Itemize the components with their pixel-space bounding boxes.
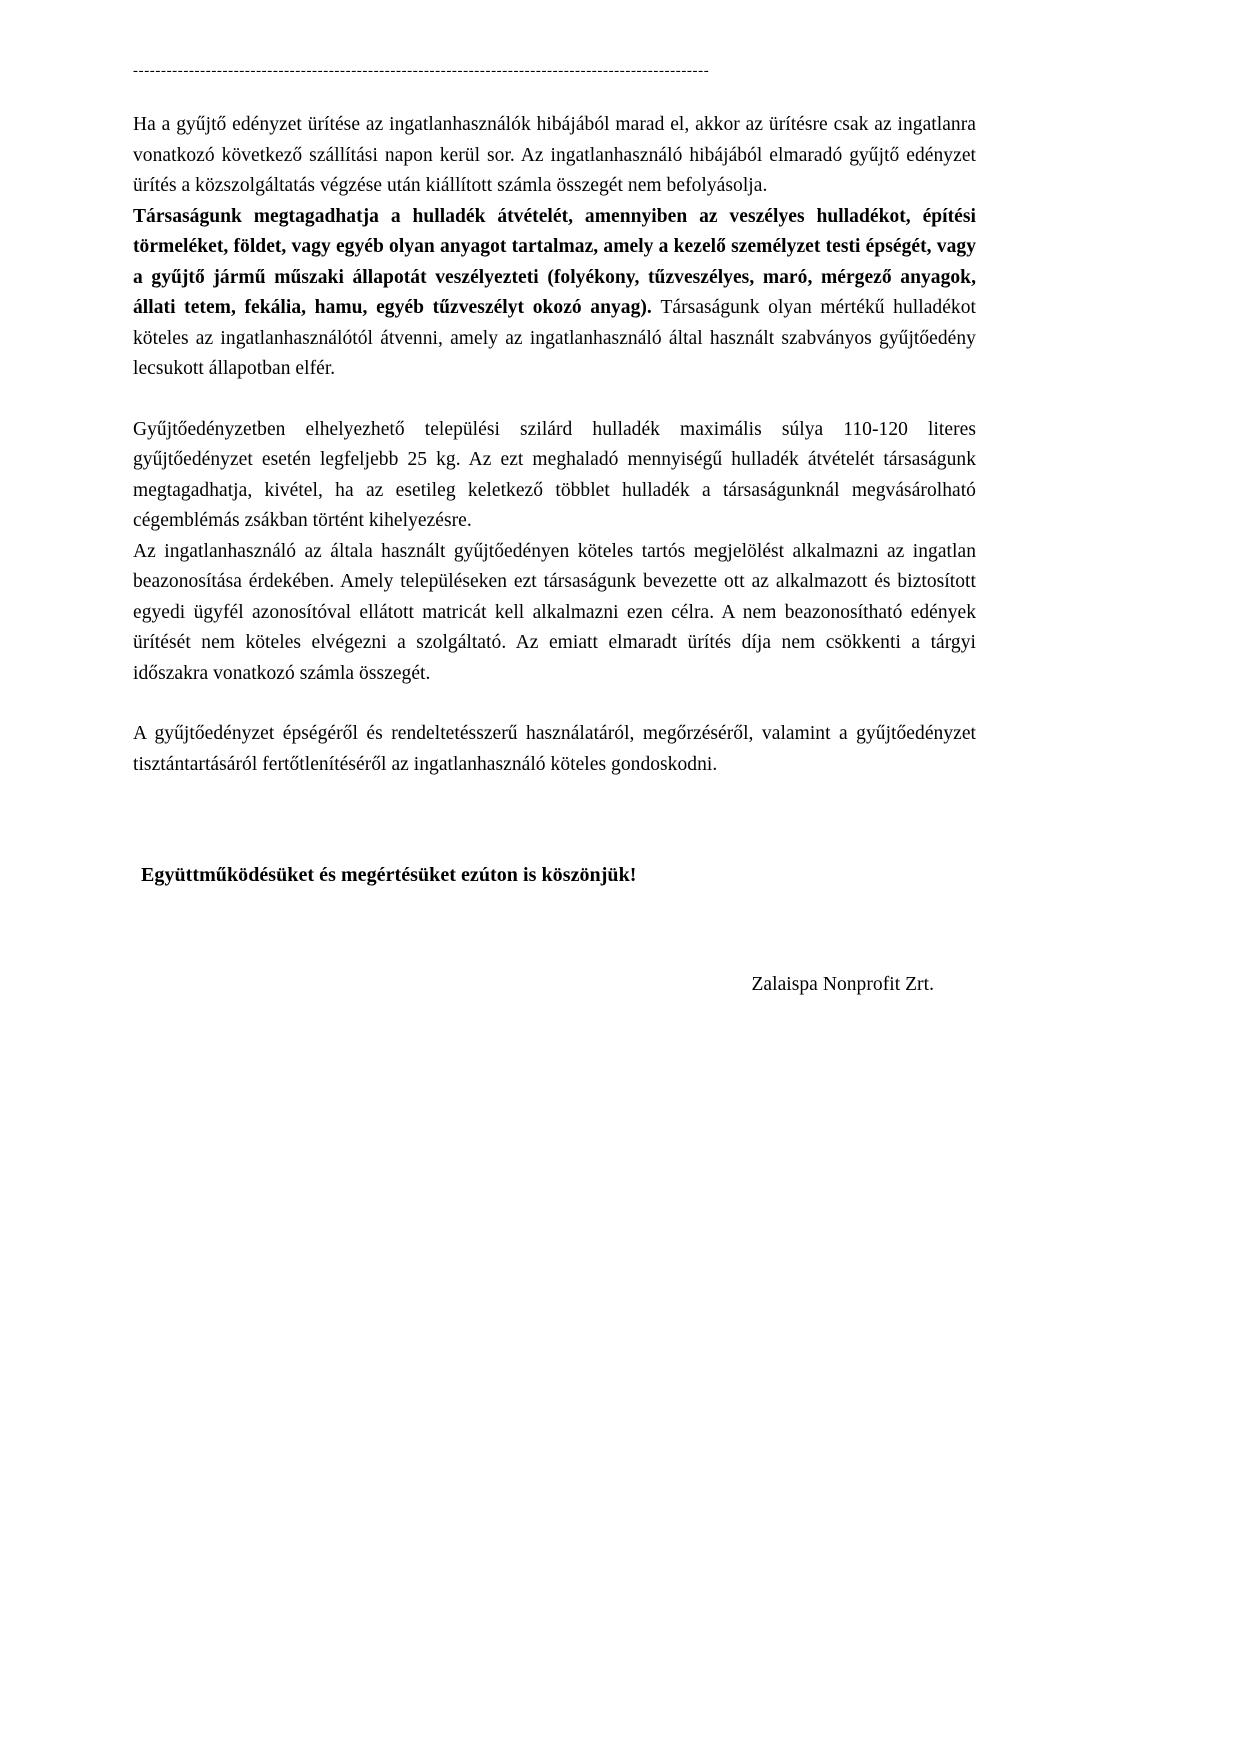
paragraph-identification [133,537,976,690]
text-run-normal: Ha a gyűjtő edényzet ürítése az ingatlanhasználók hibájából marad el, akkor az ürítésre csak az ingatlanra vonatkozó következő szállítási napon kerül sor. Az ingatlanhasználó hibájából elmaradó gyűjtő edényzet ürítés a közszolgáltatás végzése után kiállított számla összegét nem befolyásolja. [133,114,976,196]
paragraph-refusal-of-waste [133,202,976,385]
document-body [133,62,976,1000]
paragraph-gap [133,689,976,719]
paragraph-gap [133,385,976,415]
paragraph-max-weight [133,415,976,537]
top-divider-line: ------------------------------------------------------------------------------------------------------- [133,63,710,79]
section-gap [133,780,976,838]
text-run-bold: Társaságunk megtagadhatja a hulladék átvételét, amennyiben az veszélyes hulladékot, építési törmeléket, földet, vagy egyéb olyan anyagot tartalmaz, amely a kezelő személyzet testi épségét, vagy a gyűjtő jármű műszaki állapotát veszélyezteti (folyékony, tűzveszélyes, maró, mérgező anyagok, állati tetem, fekália, hamu, egyéb tűzveszélyt okozó anyag). [133,205,976,318]
closing-thanks: Együttműködésüket és megértésüket ezúton is köszönjük! [141,864,637,886]
text-run-normal: A gyűjtőedényzet épségéről és rendeltetésszerű használatáról, megőrzéséről, valamint a gyűjtőedényzet tisztántartásáról fertőtlenítéséről az ingatlanhasználó köteles gondoskodni. [133,723,976,775]
section-gap [133,838,976,860]
signature-gap [133,948,976,970]
text-run-normal: Gyűjtőedényzetben elhelyezhető települési szilárd hulladék maximális súlya 110-120 literes gyűjtőedényzet esetén legfeljebb 25 kg. Az ezt meghaladó mennyiségű hulladék átvételét társaságunk megtagadhatja, kivétel, ha az esetileg keletkező többlet hulladék a társaságunknál megvásárolható cégemblémás zsákban történt kihelyezésre. [133,418,976,531]
text-run-normal: Társaságunk olyan mértékű hulladékot köteles az ingatlanhasználótól átvenni, amely az ingatlanhasználó által használt szabványos gyűjtőedény lecsukott állapotban elfér. [133,297,976,379]
signature-company-name: Zalaispa Nonprofit Zrt. [751,974,934,995]
text-run-normal: Az ingatlanhasználó az általa használt gyűjtőedényen köteles tartós megjelölést alkalmazni az ingatlan beazonosítása érdekében. Amely településeken ezt társaságunk bevezette ott az alkalmazott és biztosított egyedi ügyfél azonosítóval ellátott matricát kell alkalmazni ezen célra. A nem beazonosítható edények ürítését nem köteles elvégezni a szolgáltató. Az emiatt elmaradt ürítés díja nem csökkenti a tárgyi időszakra vonatkozó számla összegét. [133,540,976,684]
paragraph-emptying-failure [133,110,976,202]
signature-gap [133,890,976,948]
paragraph-container-care [133,719,976,780]
